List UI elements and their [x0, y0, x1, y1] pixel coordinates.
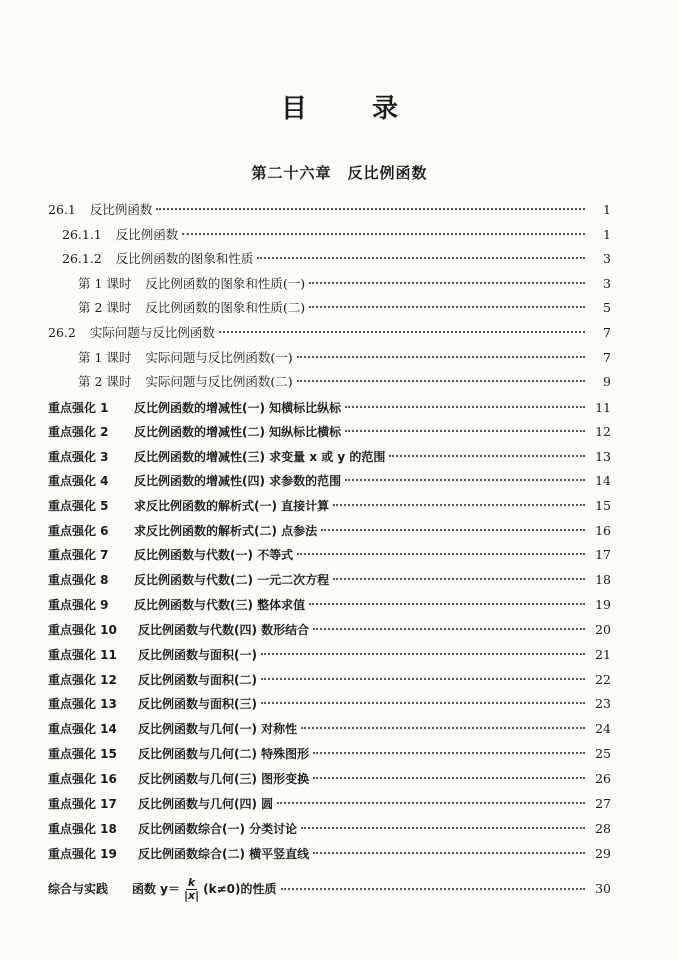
leader-dots	[389, 455, 585, 457]
leader-dots	[301, 727, 585, 729]
chapter-title: 第二十六章 反比例函数	[251, 164, 428, 182]
leader-dots	[345, 406, 585, 408]
toc-entry[interactable]	[48, 595, 611, 615]
toc-entry-number: 重点强化 6	[48, 524, 109, 538]
toc-entry[interactable]	[48, 545, 611, 565]
toc-entry-title: 反比例函数的图象和性质	[115, 251, 254, 266]
toc-entry-title: 反比例函数与代数(三) 整体求值	[134, 598, 306, 612]
toc-entry-title: 反比例函数综合(一) 分类讨论	[138, 822, 298, 836]
leader-dots	[345, 430, 585, 432]
toc-entry-number: 重点强化 13	[48, 697, 117, 711]
toc-entry-page: 26	[595, 771, 611, 786]
toc-entry-title	[132, 876, 277, 902]
toc-entry[interactable]	[48, 447, 611, 467]
leader-dots	[277, 802, 585, 804]
toc-entry-title: 反比例函数的图象和性质(一)	[145, 276, 306, 291]
leader-dots	[313, 628, 585, 630]
toc-entry-page: 21	[595, 647, 611, 662]
toc-entry[interactable]	[78, 298, 611, 318]
toc-entry-number: 重点强化 11	[48, 648, 117, 662]
toc-entry-page: 18	[595, 572, 611, 587]
leader-dots	[333, 504, 585, 506]
toc-entry-title: 反比例函数的增减性(三) 求变量 x 或 y 的范围	[134, 450, 386, 464]
toc-entry-title: 反比例函数的图象和性质(二)	[145, 300, 306, 315]
toc-entry-number: 26.2	[48, 325, 76, 340]
toc-entry-number: 重点强化 19	[48, 847, 117, 861]
toc-entry-page: 5	[603, 300, 611, 315]
toc-entry-number: 重点强化 5	[48, 499, 109, 513]
toc-entry-title: 反比例函数与几何(一) 对称性	[138, 722, 298, 736]
toc-entry[interactable]	[48, 744, 611, 764]
toc-entry[interactable]	[48, 819, 611, 839]
toc-entry-page: 20	[595, 622, 611, 637]
leader-dots	[297, 553, 585, 555]
toc-entry-number: 重点强化 14	[48, 722, 117, 736]
toc-entry-title: 反比例函数与几何(二) 特殊图形	[138, 747, 310, 761]
leader-dots	[281, 888, 585, 890]
leader-dots	[261, 702, 585, 704]
toc-entry-page: 13	[595, 449, 611, 464]
toc-entry-page: 7	[603, 325, 611, 340]
leader-dots	[182, 233, 585, 235]
toc-entry-number: 重点强化 3	[48, 450, 109, 464]
toc-entry-page: 19	[595, 597, 611, 612]
toc-entry[interactable]	[48, 719, 611, 739]
leader-dots	[313, 777, 585, 779]
toc-entry-page: 17	[595, 547, 611, 562]
toc-entry-page: 28	[595, 821, 611, 836]
toc-entry-practice[interactable]	[48, 876, 611, 902]
formula-prefix: 函数 y＝	[132, 882, 181, 896]
leader-dots	[261, 678, 585, 680]
toc-entry[interactable]	[48, 570, 611, 590]
toc-entry[interactable]	[48, 471, 611, 491]
toc-entry-number: 第 1 课时	[78, 350, 132, 365]
toc-entry-title: 反比例函数与几何(四) 圆	[138, 797, 274, 811]
toc-entry-page: 15	[595, 498, 611, 513]
leader-dots	[261, 653, 585, 655]
toc-entry-number: 26.1.1	[62, 227, 102, 242]
toc-entry-title: 反比例函数与面积(二)	[138, 673, 257, 687]
toc-entry-number: 重点强化 2	[48, 425, 109, 439]
toc-entry-title: 反比例函数综合(二) 横平竖直线	[138, 847, 310, 861]
toc-entry[interactable]	[48, 422, 611, 442]
leader-dots	[321, 529, 585, 531]
toc-entry[interactable]	[48, 200, 611, 220]
toc-entry-title: 反比例函数的增减性(二) 知纵标比横标	[134, 425, 342, 439]
toc-entry-title: 反比例函数	[115, 227, 179, 242]
toc-entry-number: 26.1.2	[62, 251, 102, 266]
toc-entry-title: 实际问题与反比例函数(二)	[145, 374, 293, 389]
toc-entry[interactable]	[62, 225, 611, 245]
leader-dots	[309, 603, 585, 605]
leader-dots	[333, 578, 585, 580]
leader-dots	[297, 380, 585, 382]
toc-entry[interactable]	[48, 670, 611, 690]
toc-entry-page: 27	[595, 796, 611, 811]
toc-entry-number: 重点强化 4	[48, 474, 109, 488]
leader-dots	[219, 331, 585, 333]
toc-entry[interactable]	[48, 620, 611, 640]
toc-entry-page: 25	[595, 746, 611, 761]
toc-entry-page: 3	[603, 251, 611, 266]
toc-entry-page: 9	[603, 374, 611, 389]
toc-entry-page: 29	[595, 846, 611, 861]
toc-entry[interactable]	[48, 769, 611, 789]
toc-entry-number: 26.1	[48, 202, 76, 217]
toc-entry-number: 重点强化 8	[48, 573, 109, 587]
leader-dots	[313, 752, 585, 754]
toc-entry-page: 14	[595, 473, 611, 488]
toc-entry[interactable]	[48, 521, 611, 541]
toc-entry-title: 反比例函数与面积(一)	[138, 648, 257, 662]
leader-dots	[345, 479, 585, 481]
toc-entry[interactable]	[48, 496, 611, 516]
toc-entry-title: 求反比例函数的解析式(一) 直接计算	[134, 499, 330, 513]
toc-entry[interactable]	[48, 694, 611, 714]
toc-entry[interactable]	[48, 844, 611, 864]
toc-entry-title: 反比例函数与几何(三) 图形变换	[138, 772, 310, 786]
toc-entry-number: 综合与实践	[48, 882, 109, 896]
leader-dots	[309, 306, 585, 308]
fraction-denominator: |x|	[184, 888, 200, 902]
toc-entry-number: 重点强化 9	[48, 598, 109, 612]
toc-entry-page: 22	[595, 672, 611, 687]
toc-entry[interactable]	[62, 249, 611, 269]
toc-entry-title: 反比例函数	[89, 202, 153, 217]
toc-entry-title: 反比例函数与代数(四) 数形结合	[138, 623, 310, 637]
leader-dots	[309, 282, 585, 284]
toc-entry-number: 重点强化 16	[48, 772, 117, 786]
toc-entry-page: 23	[595, 696, 611, 711]
toc-entry-page: 24	[595, 721, 611, 736]
toc-entry-number: 第 1 课时	[78, 276, 132, 291]
toc-entry-number: 第 2 课时	[78, 374, 132, 389]
toc-entry-page: 7	[603, 350, 611, 365]
toc-entry-number: 重点强化 10	[48, 623, 117, 637]
fraction-numerator: k	[187, 875, 196, 889]
toc-entry[interactable]	[48, 794, 611, 814]
fraction	[182, 877, 201, 902]
toc-entry-title: 反比例函数的增减性(四) 求参数的范围	[134, 474, 342, 488]
toc-entry[interactable]	[78, 372, 611, 392]
toc-entry-title: 实际问题与反比例函数(一)	[145, 350, 293, 365]
toc-entry[interactable]	[78, 348, 611, 368]
toc-entry-number: 重点强化 17	[48, 797, 117, 811]
leader-dots	[257, 257, 585, 259]
toc-entry-number: 重点强化 18	[48, 822, 117, 836]
toc-entry-title: 求反比例函数的解析式(二) 点参法	[134, 524, 318, 538]
toc-entry-number: 第 2 课时	[78, 300, 132, 315]
toc-entry[interactable]	[48, 398, 611, 418]
toc-entry-page: 11	[595, 400, 611, 415]
toc-entry-page: 30	[595, 881, 611, 896]
toc-entry-title: 反比例函数与面积(三)	[138, 697, 257, 711]
page-title: 目 录	[280, 94, 427, 124]
leader-dots	[297, 356, 585, 358]
leader-dots	[301, 827, 585, 829]
toc-entry[interactable]	[48, 645, 611, 665]
toc-entry-number: 重点强化 15	[48, 747, 117, 761]
toc-entry-title: 反比例函数的增减性(一) 知横标比纵标	[134, 401, 342, 415]
toc-entry-page: 16	[595, 523, 611, 538]
toc-entry-page: 1	[603, 227, 611, 242]
toc-entry-title: 实际问题与反比例函数	[89, 325, 215, 340]
toc-entry-page: 1	[603, 202, 611, 217]
toc-entry-title: 反比例函数与代数(一) 不等式	[134, 548, 294, 562]
toc-entry-number: 重点强化 7	[48, 548, 109, 562]
toc-entry-number: 重点强化 1	[48, 401, 109, 415]
toc-entry[interactable]	[78, 274, 611, 294]
toc-entry-number: 重点强化 12	[48, 673, 117, 687]
toc-entry-page: 3	[603, 276, 611, 291]
leader-dots	[313, 852, 585, 854]
formula-suffix: (k≠0)的性质	[203, 882, 277, 896]
toc-entry-page: 12	[595, 424, 611, 439]
toc-entry[interactable]	[48, 323, 611, 343]
toc-entry-title: 反比例函数与代数(二) 一元二次方程	[134, 573, 330, 587]
leader-dots	[156, 208, 585, 210]
